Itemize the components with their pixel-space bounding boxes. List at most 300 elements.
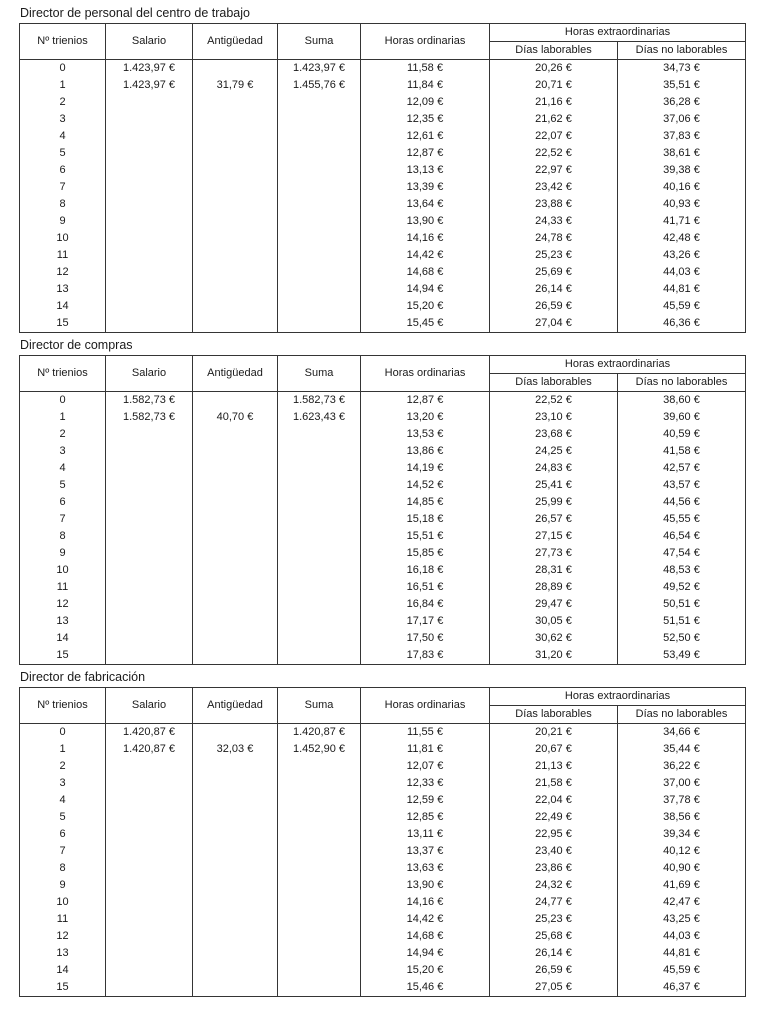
cell-suma — [278, 230, 361, 247]
cell-dias_no_laborables: 38,60 € — [618, 392, 746, 410]
cell-trienios: 15 — [20, 647, 106, 665]
cell-antiguedad — [193, 792, 278, 809]
cell-dias_no_laborables: 41,71 € — [618, 213, 746, 230]
cell-salario — [106, 94, 193, 111]
cell-dias_no_laborables: 44,81 € — [618, 281, 746, 298]
cell-antiguedad — [193, 298, 278, 315]
cell-antiguedad — [193, 315, 278, 333]
cell-suma — [278, 477, 361, 494]
cell-antiguedad — [193, 928, 278, 945]
cell-dias_no_laborables: 41,69 € — [618, 877, 746, 894]
cell-horas_ordinarias: 13,53 € — [361, 426, 490, 443]
cell-salario: 1.582,73 € — [106, 392, 193, 410]
cell-trienios: 14 — [20, 630, 106, 647]
cell-salario: 1.423,97 € — [106, 60, 193, 78]
table-row — [20, 860, 746, 877]
cell-trienios: 8 — [20, 528, 106, 545]
cell-suma — [278, 298, 361, 315]
cell-suma — [278, 545, 361, 562]
cell-salario — [106, 264, 193, 281]
cell-dias_no_laborables: 44,03 € — [618, 928, 746, 945]
cell-suma — [278, 647, 361, 665]
cell-salario — [106, 843, 193, 860]
cell-horas_ordinarias: 13,90 € — [361, 877, 490, 894]
cell-trienios: 5 — [20, 809, 106, 826]
cell-dias_laborables: 23,10 € — [490, 409, 618, 426]
cell-antiguedad — [193, 877, 278, 894]
cell-dias_laborables: 23,40 € — [490, 843, 618, 860]
cell-dias_no_laborables: 42,48 € — [618, 230, 746, 247]
table-row — [20, 77, 746, 94]
table-row — [20, 230, 746, 247]
cell-dias_no_laborables: 40,93 € — [618, 196, 746, 213]
table-row — [20, 724, 746, 742]
cell-trienios: 6 — [20, 494, 106, 511]
cell-dias_no_laborables: 38,61 € — [618, 145, 746, 162]
cell-horas_ordinarias: 13,90 € — [361, 213, 490, 230]
cell-salario — [106, 128, 193, 145]
cell-dias_laborables: 26,59 € — [490, 962, 618, 979]
cell-salario — [106, 613, 193, 630]
cell-antiguedad — [193, 477, 278, 494]
col-header-trienios: Nº trienios — [20, 24, 106, 60]
cell-trienios: 4 — [20, 128, 106, 145]
cell-trienios: 0 — [20, 392, 106, 410]
cell-dias_laborables: 22,97 € — [490, 162, 618, 179]
cell-salario — [106, 911, 193, 928]
table-row — [20, 596, 746, 613]
cell-suma — [278, 877, 361, 894]
cell-suma — [278, 111, 361, 128]
cell-suma — [278, 528, 361, 545]
table-row — [20, 511, 746, 528]
cell-salario — [106, 494, 193, 511]
cell-dias_no_laborables: 48,53 € — [618, 562, 746, 579]
col-header-suma: Suma — [278, 24, 361, 60]
cell-horas_ordinarias: 13,20 € — [361, 409, 490, 426]
cell-suma — [278, 579, 361, 596]
cell-antiguedad — [193, 962, 278, 979]
table-row — [20, 775, 746, 792]
cell-dias_no_laborables: 39,38 € — [618, 162, 746, 179]
cell-salario — [106, 579, 193, 596]
cell-salario — [106, 213, 193, 230]
cell-dias_laborables: 21,62 € — [490, 111, 618, 128]
cell-suma — [278, 979, 361, 997]
cell-suma — [278, 945, 361, 962]
salary-section-compras — [19, 338, 745, 665]
col-header-trienios: Nº trienios — [20, 356, 106, 392]
cell-salario — [106, 145, 193, 162]
cell-salario — [106, 809, 193, 826]
table-row — [20, 647, 746, 665]
cell-antiguedad — [193, 426, 278, 443]
cell-salario — [106, 196, 193, 213]
col-header-horas-ordinarias: Horas ordinarias — [361, 688, 490, 724]
cell-salario — [106, 511, 193, 528]
cell-trienios: 9 — [20, 213, 106, 230]
cell-salario: 1.420,87 € — [106, 724, 193, 742]
cell-dias_laborables: 27,15 € — [490, 528, 618, 545]
col-header-trienios: Nº trienios — [20, 688, 106, 724]
col-header-dias-laborables: Días laborables — [490, 374, 618, 392]
cell-dias_laborables: 24,25 € — [490, 443, 618, 460]
cell-suma — [278, 213, 361, 230]
cell-suma — [278, 928, 361, 945]
cell-dias_laborables: 26,57 € — [490, 511, 618, 528]
cell-horas_ordinarias: 12,59 € — [361, 792, 490, 809]
cell-trienios: 1 — [20, 409, 106, 426]
cell-horas_ordinarias: 14,94 € — [361, 945, 490, 962]
cell-horas_ordinarias: 12,35 € — [361, 111, 490, 128]
cell-dias_laborables: 24,83 € — [490, 460, 618, 477]
cell-dias_laborables: 27,05 € — [490, 979, 618, 997]
cell-antiguedad — [193, 60, 278, 78]
table-row — [20, 809, 746, 826]
cell-dias_laborables: 20,71 € — [490, 77, 618, 94]
cell-suma — [278, 826, 361, 843]
cell-antiguedad — [193, 758, 278, 775]
table-row — [20, 630, 746, 647]
cell-dias_laborables: 23,86 € — [490, 860, 618, 877]
cell-antiguedad — [193, 392, 278, 410]
cell-trienios: 8 — [20, 860, 106, 877]
table-row — [20, 392, 746, 410]
cell-dias_no_laborables: 46,37 € — [618, 979, 746, 997]
cell-salario — [106, 928, 193, 945]
cell-salario — [106, 945, 193, 962]
cell-horas_ordinarias: 17,50 € — [361, 630, 490, 647]
cell-dias_laborables: 23,42 € — [490, 179, 618, 196]
cell-dias_laborables: 26,59 € — [490, 298, 618, 315]
cell-trienios: 10 — [20, 562, 106, 579]
table-row — [20, 792, 746, 809]
table-row — [20, 94, 746, 111]
table-row — [20, 826, 746, 843]
table-row — [20, 409, 746, 426]
cell-dias_laborables: 24,77 € — [490, 894, 618, 911]
cell-suma — [278, 281, 361, 298]
cell-salario — [106, 179, 193, 196]
col-header-antiguedad: Antigüedad — [193, 688, 278, 724]
cell-salario — [106, 315, 193, 333]
cell-trienios: 14 — [20, 962, 106, 979]
cell-suma — [278, 596, 361, 613]
cell-suma: 1.420,87 € — [278, 724, 361, 742]
table-row — [20, 979, 746, 997]
cell-suma — [278, 264, 361, 281]
cell-dias_no_laborables: 38,56 € — [618, 809, 746, 826]
cell-dias_laborables: 25,41 € — [490, 477, 618, 494]
cell-trienios: 7 — [20, 511, 106, 528]
col-header-suma: Suma — [278, 356, 361, 392]
cell-dias_no_laborables: 42,57 € — [618, 460, 746, 477]
header-row-main — [20, 688, 746, 706]
cell-suma — [278, 128, 361, 145]
col-header-antiguedad: Antigüedad — [193, 24, 278, 60]
cell-horas_ordinarias: 14,68 € — [361, 264, 490, 281]
table-row — [20, 945, 746, 962]
cell-horas_ordinarias: 14,94 € — [361, 281, 490, 298]
cell-salario — [106, 230, 193, 247]
cell-dias_no_laborables: 43,26 € — [618, 247, 746, 264]
cell-horas_ordinarias: 13,13 € — [361, 162, 490, 179]
cell-horas_ordinarias: 15,20 € — [361, 298, 490, 315]
cell-salario — [106, 443, 193, 460]
cell-salario — [106, 298, 193, 315]
cell-trienios: 13 — [20, 945, 106, 962]
cell-horas_ordinarias: 14,42 € — [361, 911, 490, 928]
cell-dias_laborables: 21,58 € — [490, 775, 618, 792]
table-title: Director de compras — [20, 338, 133, 352]
cell-suma — [278, 315, 361, 333]
cell-dias_no_laborables: 51,51 € — [618, 613, 746, 630]
cell-suma: 1.423,97 € — [278, 60, 361, 78]
cell-suma — [278, 809, 361, 826]
table-row — [20, 911, 746, 928]
cell-dias_laborables: 20,67 € — [490, 741, 618, 758]
cell-salario — [106, 979, 193, 997]
cell-horas_ordinarias: 12,87 € — [361, 392, 490, 410]
cell-suma: 1.623,43 € — [278, 409, 361, 426]
table-title: Director de fabricación — [20, 670, 146, 684]
cell-horas_ordinarias: 12,09 € — [361, 94, 490, 111]
cell-antiguedad — [193, 630, 278, 647]
cell-dias_no_laborables: 46,36 € — [618, 315, 746, 333]
cell-salario — [106, 247, 193, 264]
cell-antiguedad — [193, 911, 278, 928]
cell-suma — [278, 494, 361, 511]
cell-trienios: 2 — [20, 426, 106, 443]
table-row — [20, 894, 746, 911]
cell-dias_laborables: 25,99 € — [490, 494, 618, 511]
cell-antiguedad — [193, 196, 278, 213]
cell-dias_laborables: 22,95 € — [490, 826, 618, 843]
cell-suma — [278, 562, 361, 579]
cell-salario — [106, 775, 193, 792]
cell-horas_ordinarias: 15,20 € — [361, 962, 490, 979]
cell-trienios: 13 — [20, 613, 106, 630]
cell-trienios: 3 — [20, 775, 106, 792]
table-row — [20, 528, 746, 545]
cell-trienios: 9 — [20, 877, 106, 894]
table-row — [20, 213, 746, 230]
cell-horas_ordinarias: 12,07 € — [361, 758, 490, 775]
cell-dias_laborables: 23,88 € — [490, 196, 618, 213]
cell-dias_no_laborables: 43,25 € — [618, 911, 746, 928]
cell-trienios: 6 — [20, 826, 106, 843]
cell-dias_no_laborables: 41,58 € — [618, 443, 746, 460]
cell-antiguedad — [193, 775, 278, 792]
cell-horas_ordinarias: 14,42 € — [361, 247, 490, 264]
cell-dias_laborables: 22,49 € — [490, 809, 618, 826]
cell-dias_laborables: 24,33 € — [490, 213, 618, 230]
cell-horas_ordinarias: 13,37 € — [361, 843, 490, 860]
cell-dias_laborables: 20,21 € — [490, 724, 618, 742]
cell-trienios: 12 — [20, 928, 106, 945]
cell-horas_ordinarias: 13,86 € — [361, 443, 490, 460]
cell-suma — [278, 792, 361, 809]
table-row — [20, 545, 746, 562]
table-row — [20, 843, 746, 860]
cell-salario: 1.420,87 € — [106, 741, 193, 758]
cell-antiguedad — [193, 647, 278, 665]
cell-dias_laborables: 28,31 € — [490, 562, 618, 579]
cell-salario — [106, 545, 193, 562]
table-row — [20, 264, 746, 281]
cell-antiguedad — [193, 128, 278, 145]
cell-horas_ordinarias: 11,58 € — [361, 60, 490, 78]
cell-horas_ordinarias: 11,81 € — [361, 741, 490, 758]
cell-antiguedad — [193, 724, 278, 742]
cell-dias_no_laborables: 39,34 € — [618, 826, 746, 843]
cell-dias_laborables: 24,78 € — [490, 230, 618, 247]
cell-trienios: 4 — [20, 460, 106, 477]
cell-dias_no_laborables: 45,55 € — [618, 511, 746, 528]
cell-trienios: 13 — [20, 281, 106, 298]
table-row — [20, 443, 746, 460]
cell-horas_ordinarias: 13,64 € — [361, 196, 490, 213]
col-header-dias-no-laborables: Días no laborables — [618, 42, 746, 60]
cell-trienios: 5 — [20, 477, 106, 494]
cell-dias_no_laborables: 40,12 € — [618, 843, 746, 860]
table-row — [20, 426, 746, 443]
cell-dias_laborables: 27,04 € — [490, 315, 618, 333]
cell-salario — [106, 630, 193, 647]
cell-horas_ordinarias: 11,84 € — [361, 77, 490, 94]
cell-dias_no_laborables: 47,54 € — [618, 545, 746, 562]
cell-antiguedad — [193, 809, 278, 826]
cell-dias_laborables: 23,68 € — [490, 426, 618, 443]
table-row — [20, 145, 746, 162]
cell-antiguedad — [193, 826, 278, 843]
col-header-salario: Salario — [106, 688, 193, 724]
header-row-main — [20, 24, 746, 42]
cell-dias_no_laborables: 37,06 € — [618, 111, 746, 128]
cell-trienios: 2 — [20, 758, 106, 775]
cell-horas_ordinarias: 15,45 € — [361, 315, 490, 333]
cell-trienios: 9 — [20, 545, 106, 562]
col-header-dias-no-laborables: Días no laborables — [618, 706, 746, 724]
cell-salario — [106, 528, 193, 545]
cell-dias_laborables: 26,14 € — [490, 945, 618, 962]
cell-antiguedad — [193, 111, 278, 128]
cell-horas_ordinarias: 16,18 € — [361, 562, 490, 579]
cell-trienios: 7 — [20, 179, 106, 196]
cell-dias_no_laborables: 53,49 € — [618, 647, 746, 665]
cell-horas_ordinarias: 12,85 € — [361, 809, 490, 826]
cell-dias_laborables: 24,32 € — [490, 877, 618, 894]
cell-dias_no_laborables: 43,57 € — [618, 477, 746, 494]
cell-suma — [278, 843, 361, 860]
cell-suma — [278, 460, 361, 477]
cell-antiguedad — [193, 596, 278, 613]
cell-salario: 1.582,73 € — [106, 409, 193, 426]
cell-dias_laborables: 26,14 € — [490, 281, 618, 298]
cell-antiguedad — [193, 281, 278, 298]
cell-horas_ordinarias: 14,19 € — [361, 460, 490, 477]
cell-dias_no_laborables: 36,28 € — [618, 94, 746, 111]
cell-dias_laborables: 21,13 € — [490, 758, 618, 775]
cell-horas_ordinarias: 17,17 € — [361, 613, 490, 630]
cell-suma — [278, 775, 361, 792]
cell-salario — [106, 758, 193, 775]
col-header-horas-extraordinarias: Horas extraordinarias — [490, 24, 746, 42]
cell-dias_laborables: 28,89 € — [490, 579, 618, 596]
cell-dias_laborables: 25,68 € — [490, 928, 618, 945]
col-header-dias-laborables: Días laborables — [490, 706, 618, 724]
cell-antiguedad — [193, 162, 278, 179]
cell-salario — [106, 460, 193, 477]
cell-trienios: 15 — [20, 979, 106, 997]
cell-suma — [278, 894, 361, 911]
salary-section-personal — [19, 6, 745, 333]
table-row — [20, 579, 746, 596]
cell-salario — [106, 477, 193, 494]
cell-antiguedad: 40,70 € — [193, 409, 278, 426]
cell-horas_ordinarias: 16,51 € — [361, 579, 490, 596]
cell-trienios: 4 — [20, 792, 106, 809]
cell-trienios: 2 — [20, 94, 106, 111]
cell-dias_no_laborables: 44,03 € — [618, 264, 746, 281]
cell-dias_no_laborables: 37,83 € — [618, 128, 746, 145]
cell-trienios: 12 — [20, 596, 106, 613]
cell-suma — [278, 179, 361, 196]
cell-dias_no_laborables: 45,59 € — [618, 298, 746, 315]
cell-antiguedad — [193, 945, 278, 962]
cell-trienios: 5 — [20, 145, 106, 162]
salary-section-fabricacion — [19, 670, 745, 997]
cell-horas_ordinarias: 12,33 € — [361, 775, 490, 792]
cell-suma — [278, 247, 361, 264]
cell-antiguedad — [193, 528, 278, 545]
table-row — [20, 877, 746, 894]
cell-suma: 1.582,73 € — [278, 392, 361, 410]
cell-antiguedad — [193, 460, 278, 477]
cell-dias_laborables: 22,52 € — [490, 145, 618, 162]
cell-antiguedad — [193, 860, 278, 877]
cell-suma: 1.455,76 € — [278, 77, 361, 94]
cell-suma — [278, 911, 361, 928]
cell-salario — [106, 281, 193, 298]
cell-salario — [106, 860, 193, 877]
cell-dias_laborables: 22,07 € — [490, 128, 618, 145]
cell-suma — [278, 196, 361, 213]
cell-salario — [106, 894, 193, 911]
cell-dias_laborables: 22,52 € — [490, 392, 618, 410]
cell-horas_ordinarias: 13,11 € — [361, 826, 490, 843]
cell-trienios: 6 — [20, 162, 106, 179]
cell-suma — [278, 426, 361, 443]
col-header-horas-extraordinarias: Horas extraordinarias — [490, 688, 746, 706]
cell-trienios: 3 — [20, 443, 106, 460]
cell-antiguedad — [193, 979, 278, 997]
cell-dias_no_laborables: 37,00 € — [618, 775, 746, 792]
cell-suma — [278, 758, 361, 775]
cell-trienios: 0 — [20, 724, 106, 742]
cell-trienios: 7 — [20, 843, 106, 860]
cell-antiguedad — [193, 179, 278, 196]
cell-suma — [278, 613, 361, 630]
table-row — [20, 962, 746, 979]
cell-salario — [106, 877, 193, 894]
cell-salario — [106, 596, 193, 613]
cell-dias_laborables: 30,62 € — [490, 630, 618, 647]
cell-trienios: 8 — [20, 196, 106, 213]
cell-dias_laborables: 22,04 € — [490, 792, 618, 809]
cell-antiguedad — [193, 94, 278, 111]
cell-antiguedad: 32,03 € — [193, 741, 278, 758]
